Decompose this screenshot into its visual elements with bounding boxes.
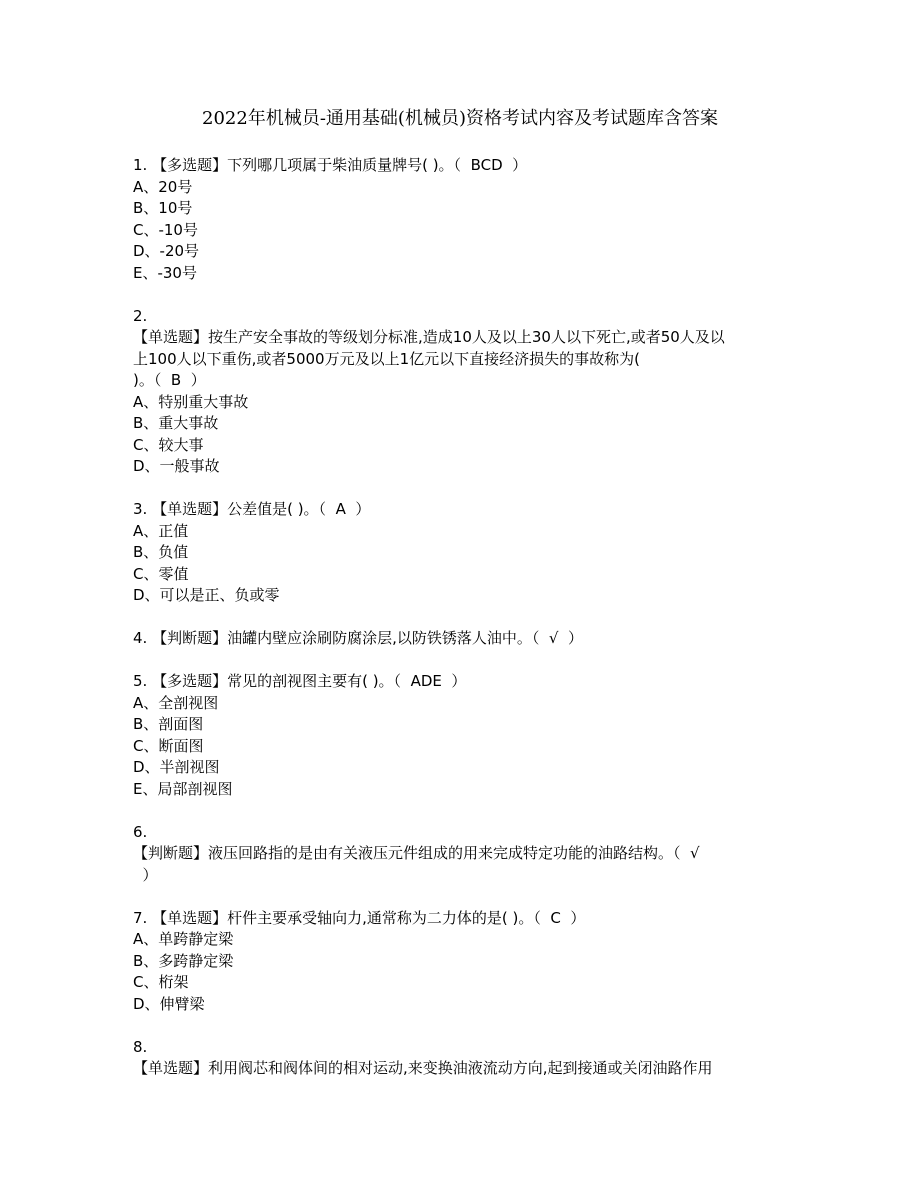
question-number: 6. bbox=[133, 822, 148, 841]
option-b: B、剖面图 bbox=[133, 715, 204, 733]
option-d: D、可以是正、负或零 bbox=[133, 586, 280, 604]
question-text: 【判断题】液压回路指的是由有关液压元件组成的用来完成特定功能的油路结构。（ √ bbox=[133, 844, 700, 862]
question-answer: )。（ B ） bbox=[133, 371, 206, 389]
document-title: 2022年机械员-通用基础(机械员)资格考试内容及考试题库含答案 bbox=[202, 108, 718, 129]
option-b: B、重大事故 bbox=[133, 414, 219, 432]
option-d: D、半剖视图 bbox=[133, 758, 220, 776]
option-c: C、断面图 bbox=[133, 736, 204, 755]
option-d: D、-20号 bbox=[133, 242, 200, 260]
option-d: D、一般事故 bbox=[133, 457, 220, 475]
question-text-cont: 上100人以下重伤,或者5000万元及以上1亿元以下直接经济损失的事故称为( bbox=[133, 349, 640, 368]
question-6 bbox=[133, 822, 793, 887]
question-8 bbox=[133, 1037, 793, 1080]
question-1 bbox=[133, 155, 793, 284]
option-a: A、特别重大事故 bbox=[133, 392, 249, 411]
option-c: C、桁架 bbox=[133, 973, 189, 991]
question-number: 2. bbox=[133, 306, 148, 325]
question-text: 4. 【判断题】油罐内壁应涂刷防腐涂层,以防铁锈落人油中。（ √ ） bbox=[133, 629, 583, 647]
option-c: C、零值 bbox=[133, 564, 189, 583]
option-e: E、局部剖视图 bbox=[133, 779, 233, 798]
question-4 bbox=[133, 628, 793, 650]
option-c: C、较大事 bbox=[133, 435, 204, 454]
question-answer-close: ） bbox=[133, 865, 158, 884]
question-text: 5. 【多选题】常见的剖视图主要有( )。（ ADE ） bbox=[133, 672, 467, 690]
option-d: D、伸臂梁 bbox=[133, 994, 205, 1013]
option-e: E、-30号 bbox=[133, 263, 197, 282]
question-number: 8. bbox=[133, 1037, 148, 1056]
option-b: B、负值 bbox=[133, 543, 189, 561]
option-b: B、多跨静定梁 bbox=[133, 951, 234, 970]
question-7 bbox=[133, 908, 793, 1016]
question-text: 1. 【多选题】下列哪几项属于柴油质量牌号( )。（ BCD ） bbox=[133, 156, 528, 174]
question-3 bbox=[133, 499, 793, 607]
option-b: B、10号 bbox=[133, 199, 193, 217]
option-a: A、全剖视图 bbox=[133, 693, 219, 712]
question-2 bbox=[133, 306, 793, 478]
option-c: C、-10号 bbox=[133, 220, 198, 239]
question-text: 7. 【单选题】杆件主要承受轴向力,通常称为二力体的是( )。（ C ） bbox=[133, 908, 586, 927]
question-5 bbox=[133, 671, 793, 800]
option-a: A、单跨静定梁 bbox=[133, 930, 234, 948]
option-a: A、20号 bbox=[133, 177, 193, 196]
question-text: 【单选题】按生产安全事故的等级划分标准,造成10人及以上30人以下死亡,或者50人及以 bbox=[133, 328, 725, 346]
question-list bbox=[133, 155, 793, 1101]
option-a: A、正值 bbox=[133, 521, 189, 540]
question-text: 3. 【单选题】公差值是( )。（ A ） bbox=[133, 500, 371, 518]
question-text: 【单选题】利用阀芯和阀体间的相对运动,来变换油液流动方向,起到接通或关闭油路作用 bbox=[133, 1059, 713, 1077]
